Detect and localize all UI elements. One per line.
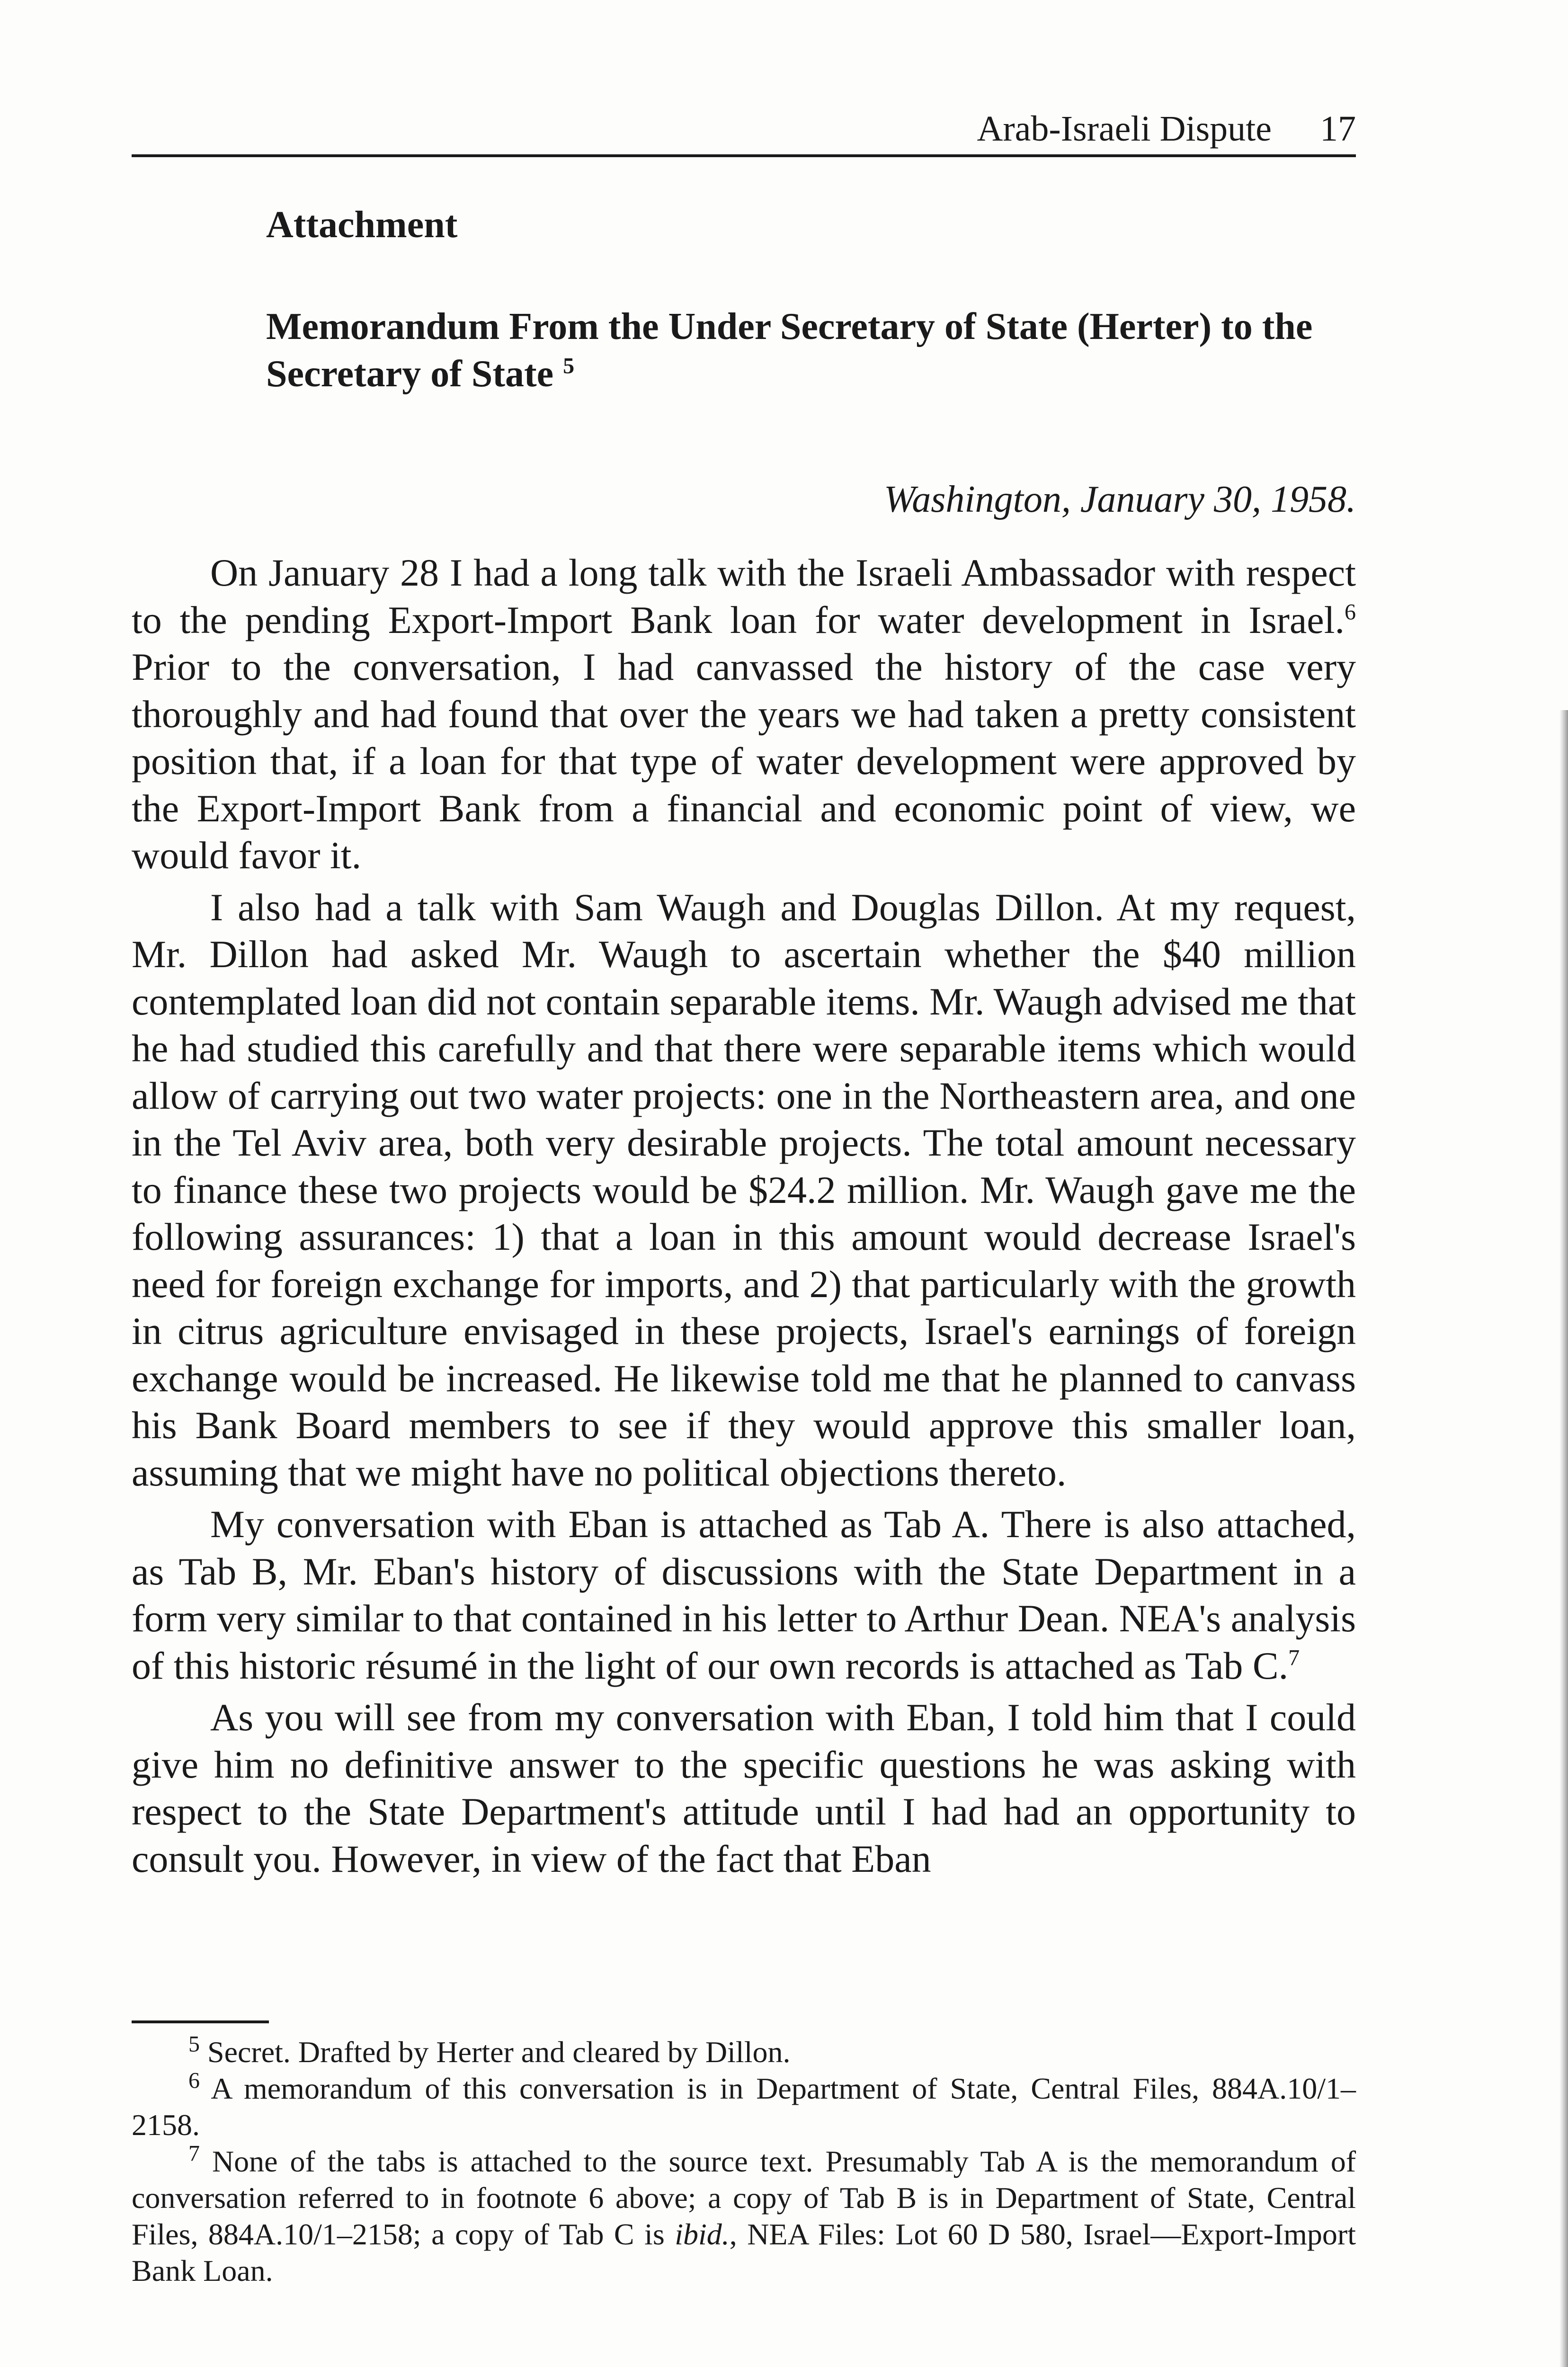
footnote-7 [132,2143,1356,2289]
footnote-rule [132,2020,269,2023]
footnote-5 [132,2031,1356,2070]
footnote-5-text: Secret. Drafted by Herter and cleared by Dillon. [200,2035,791,2069]
page-number: 17 [1320,109,1356,149]
page-edge-shadow [1559,710,1568,2367]
running-header [132,103,1356,157]
footnote-7-ibid: ibid. [675,2217,730,2251]
footnote-ref-5: 5 [563,353,575,379]
paragraph-1-text-a: On January 28 I had a long talk with the Israeli Ambassador with respect to the pending Export-Import Bank loan for water development in Israel. [132,551,1356,641]
footnote-6 [132,2070,1356,2143]
footnote-ref-7: 7 [1288,1645,1300,1671]
footnotes [132,2031,1356,2289]
paragraph-3 [132,1501,1356,1689]
footnote-6-number: 6 [188,2068,200,2093]
footnote-ref-6: 6 [1345,599,1356,625]
footnote-7-text-a: None of the tabs is attached to the source text. Presumably Tab A is the memorandum of conversation referred to in footnote 6 above; a copy of Tab B is in Department of State, Central Files, 884A.10/1–2158; a copy of Tab C is [132,2145,1356,2251]
footnote-6-text: A memorandum of this conversation is in Department of State, Central Files, 884A.10/1–2158. [132,2072,1356,2142]
paragraph-1 [132,549,1356,879]
dateline: Washington, January 30, 1958. [883,479,1356,520]
footnote-5-number: 5 [188,2031,200,2057]
paragraph-4: As you will see from my conversation with Eban, I told him that I could give him no definitive answer to the specific questions he was asking with respect to the State Department's attitude until I had had an opportunity to consult you. However, in view of the fact that Eban [132,1696,1356,1880]
paragraph-1-text-b: Prior to the conversation, I had canvassed the history of the case very thoroughly and had found that over the years we had taken a pretty consistent position that, if a loan for that type of water development were approved by the Export-Import Bank from a financial and economic point of view, we would favor it. [132,645,1356,877]
memo-title [266,303,1355,398]
footnote-7-number: 7 [188,2141,200,2166]
attachment-heading: Attachment [266,204,458,246]
running-title: Arab-Israeli Dispute [977,109,1272,149]
paragraph-3-text: My conversation with Eban is attached as Tab A. There is also attached, as Tab B, Mr. Eban's history of discussions with the State Department in a form very similar to that contained in his letter to Arthur Dean. NEA's analysis of this historic résumé in the light of our own records is attached as Tab C. [132,1503,1356,1687]
memo-title-text: Memorandum From the Under Secretary of State (Herter) to the Secretary of State [266,306,1313,395]
footnote-7-text-b: , NEA Files: Lot 60 D 580, Israel—Export-Import Bank Loan. [132,2217,1356,2287]
memo-body [132,549,1356,1887]
paragraph-2: I also had a talk with Sam Waugh and Douglas Dillon. At my request, Mr. Dillon had asked Mr. Waugh to ascertain whether the $40 million contemplated loan did not contain separable items. Mr. Waugh advised me that he had studied this carefully and that there were separable items which would allow of carrying out two water projects: one in the Northeastern area, and one in the Tel Aviv area, both very desirable projects. The total amount necessary to finance these two projects would be $24.2 million. Mr. Waugh gave me the following assurances: 1) that a loan in this amount would decrease Israel's need for foreign exchange for imports, and 2) that particularly with the growth in citrus agriculture envisaged in these projects, Israel's earnings of foreign exchange would be increased. He likewise told me that he planned to canvass his Bank Board members to see if they would approve this smaller loan, assuming that we might have no political objections thereto. [132,885,1356,1494]
